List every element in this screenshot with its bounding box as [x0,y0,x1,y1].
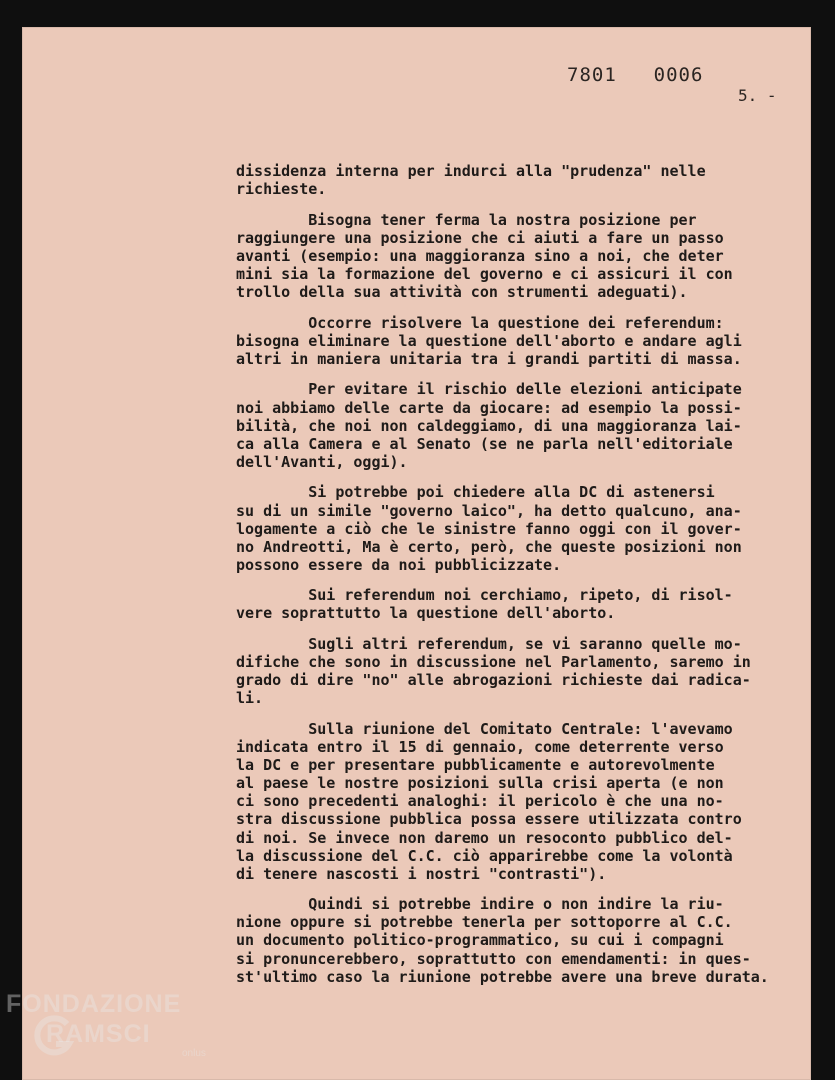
page-number: 5. - [738,86,777,105]
text-line: altri in maniera unitaria tra i grandi partiti di massa. [236,349,742,368]
text-line: Quindi si potrebbe indire o non indire la riu- [236,895,724,914]
paragraph [236,314,796,368]
paragraph [236,483,796,573]
text-line: avanti (esempio: una maggioranza sino a noi, che deter [236,246,724,265]
text-line: dissidenza interna per indurci alla "prudenza" nelle [236,162,706,180]
text-line: bisogna eliminare la questione dell'aborto e andare agli [236,331,742,350]
text-line: Sui referendum noi cerchiamo, ripeto, di risol- [236,586,733,605]
paragraph [236,635,796,707]
text-line: possono essere da noi pubblicizzate. [236,555,562,574]
text-line: logamente a ciò che le sinistre fanno oggi con il gover- [236,519,742,538]
text-line: raggiungere una posizione che ci aiuti a fare un passo [236,228,724,247]
text-line: indicata entro il 15 di gennaio, come deterrente verso [236,738,724,757]
text-line: di tenere nascosti i nostri "contrasti"). [236,864,607,883]
text-line: Occorre risolvere la questione dei referendum: [236,313,724,332]
text-line: ci sono precedenti analoghi: il pericolo è che una no- [236,792,724,811]
text-line: al paese le nostre posizioni sulla crisi aperta (e non [236,774,724,793]
paragraph [236,162,796,198]
text-line: noi abbiamo delle carte da giocare: ad esempio la possi- [236,398,742,417]
text-line: un documento politico-programmatico, su cui i compagni [236,931,724,950]
text-line: difiche che sono in discussione nel Parlamento, saremo in [236,653,751,672]
watermark-gramsci-label: RAMSCI [46,1020,151,1048]
paragraph [236,211,796,301]
text-line: trollo della sua attività con strumenti adeguati). [236,283,688,302]
text-line: di noi. Se invece non daremo un resoconto pubblico del- [236,828,733,847]
text-line: Sugli altri referendum, se vi saranno quelle mo- [236,635,742,654]
text-line: grado di dire "no" alle abrogazioni richieste dai radica- [236,671,751,690]
watermark-onlus-label: onlus [182,1048,206,1059]
text-line: la discussione del C.C. ciò apparirebbe come la volontà [236,846,733,865]
text-line: li. [236,689,264,708]
text-line: vere soprattutto la questione dell'aborto. [236,604,616,623]
paragraph [236,720,796,883]
text-line: Bisogna tener ferma la nostra posizione per [236,210,697,229]
text-line: st'ultimo caso la riunione potrebbe avere una breve durata. [236,967,769,986]
text-line: richieste. [236,180,327,199]
text-line: bilità, che noi non caldeggiamo, di una maggioranza lai- [236,416,742,435]
text-line: dell'Avanti, oggi). [236,452,408,471]
text-line: Sulla riunione del Comitato Centrale: l'avevamo [236,719,733,738]
document-number: 7801 0006 [567,64,704,86]
text-line: la DC e per presentare pubblicamente e autorevolmente [236,756,715,775]
text-line: Per evitare il rischio delle elezioni anticipate [236,380,742,399]
paragraph [236,586,796,622]
document-body [236,162,796,998]
text-line: mini sia la formazione del governo e ci assicuri il con [236,264,733,283]
watermark-foundation-label: FONDAZIONE [6,990,182,1018]
text-line: nione oppure si potrebbe tenerla per sottoporre al C.C. [236,913,733,932]
text-line: stra discussione pubblica possa essere utilizzata contro [236,810,742,829]
archive-watermark [6,990,216,1075]
paragraph [236,895,796,985]
text-line: no Andreotti, Ma è certo, però, che queste posizioni non [236,537,742,556]
paragraph [236,380,796,470]
text-line: Si potrebbe poi chiedere alla DC di astenersi [236,483,715,502]
text-line: ca alla Camera e al Senato (se ne parla nell'editoriale [236,434,733,453]
text-line: si pronuncerebbero, soprattutto con emendamenti: in ques- [236,949,751,968]
text-line: su di un simile "governo laico", ha detto qualcuno, ana- [236,501,742,520]
